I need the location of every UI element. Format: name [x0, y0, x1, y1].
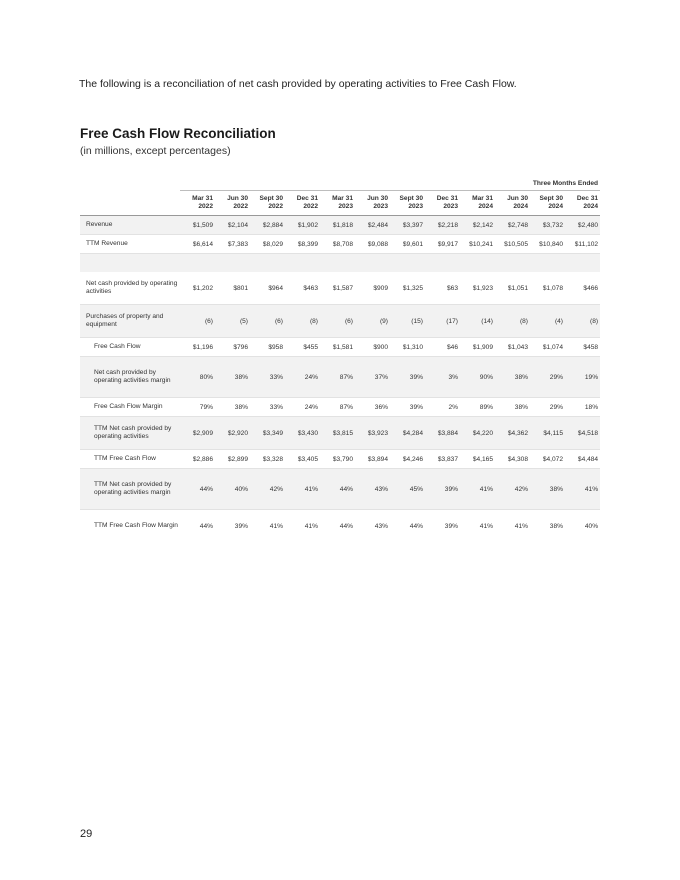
- table-cell: $1,909: [460, 338, 495, 357]
- table-cell: 41%: [479, 522, 493, 530]
- column-header-month: Dec 31: [296, 194, 318, 202]
- table-cell: (4): [530, 305, 565, 338]
- table-cell: [530, 254, 565, 273]
- table-row: [80, 417, 600, 450]
- table-cell: $4,220: [460, 417, 495, 450]
- table-cell: $3,405: [285, 450, 320, 469]
- table-cell: [355, 254, 390, 273]
- table-cell: $6,614: [180, 235, 215, 254]
- table-row: [80, 235, 600, 254]
- table-cell: [180, 254, 215, 273]
- table-cell: [250, 254, 285, 273]
- column-header-year: 2022: [233, 203, 248, 210]
- table-cell: $1,818: [320, 216, 355, 235]
- table-cell: $3,790: [320, 450, 355, 469]
- table-cell: $2,899: [215, 450, 250, 469]
- table-cell: [565, 254, 600, 273]
- table-cell: 40%: [215, 469, 250, 510]
- table-cell: (5): [215, 305, 250, 338]
- table-cell: $1,202: [180, 272, 215, 305]
- table-cell: $8,399: [285, 235, 320, 254]
- table-cell: (9): [355, 305, 390, 338]
- table-cell: 39%: [390, 398, 425, 417]
- column-header-year: 2023: [443, 203, 458, 210]
- column-header: [250, 191, 285, 216]
- table-cell: 41%: [565, 469, 600, 510]
- table-cell: 24%: [285, 357, 320, 398]
- table-cell: 39%: [390, 357, 425, 398]
- table-cell: $4,072: [530, 450, 565, 469]
- table-cell: 45%: [390, 469, 425, 510]
- table-cell: 44%: [199, 522, 213, 530]
- row-label: Revenue: [80, 216, 180, 235]
- column-header-month: Mar 31: [332, 194, 353, 202]
- column-header-year: 2024: [548, 203, 563, 210]
- table-cell: 36%: [355, 398, 390, 417]
- column-header: [425, 191, 460, 216]
- row-label: Net cash provided by operating activities margin: [80, 357, 180, 398]
- table-row: [80, 398, 600, 417]
- table-title: Free Cash Flow Reconciliation: [80, 126, 276, 141]
- column-header: [215, 191, 250, 216]
- table-cell: 41%: [514, 522, 528, 530]
- table-cell: $455: [285, 338, 320, 357]
- row-label: [80, 254, 180, 273]
- table-cell: $2,104: [215, 216, 250, 235]
- table-cell: [425, 254, 460, 273]
- table-cell: $9,601: [390, 235, 425, 254]
- table-cell: 44%: [180, 469, 215, 510]
- table-cell: 39%: [425, 469, 460, 510]
- table-cell: 39%: [234, 522, 248, 530]
- table-cell: $1,902: [285, 216, 320, 235]
- table-cell: $3,397: [390, 216, 425, 235]
- label-header: [80, 191, 180, 216]
- table-cell: 80%: [180, 357, 215, 398]
- table-cell: $2,920: [215, 417, 250, 450]
- table-cell: $458: [565, 338, 600, 357]
- table-row: [80, 357, 600, 398]
- table-cell: $900: [355, 338, 390, 357]
- table-cell: $3,732: [530, 216, 565, 235]
- column-header-year: 2023: [408, 203, 423, 210]
- table-cell: 41%: [269, 522, 283, 530]
- table-cell: $2,142: [460, 216, 495, 235]
- column-header-month: Jun 30: [507, 194, 528, 202]
- table-cell: $4,246: [390, 450, 425, 469]
- column-header-year: 2022: [198, 203, 213, 210]
- table-cell: $10,840: [530, 235, 565, 254]
- table-cell: 41%: [304, 522, 318, 530]
- table-cell: 90%: [460, 357, 495, 398]
- table-cell: $1,078: [530, 272, 565, 305]
- table-cell: (8): [285, 305, 320, 338]
- table-cell: $46: [425, 338, 460, 357]
- table-cell: $11,102: [565, 235, 600, 254]
- table-cell: (6): [250, 305, 285, 338]
- table-cell: 18%: [565, 398, 600, 417]
- table-cell: 89%: [460, 398, 495, 417]
- table-cell: $2,748: [495, 216, 530, 235]
- column-header-year: 2024: [513, 203, 528, 210]
- table-cell: $1,196: [180, 338, 215, 357]
- column-header-month: Mar 31: [192, 194, 213, 202]
- table-cell: 42%: [495, 469, 530, 510]
- table-cell: (6): [320, 305, 355, 338]
- column-header-year: 2022: [303, 203, 318, 210]
- table-cell: 39%: [444, 522, 458, 530]
- table-cell: 40%: [584, 522, 599, 530]
- row-label: TTM Revenue: [80, 235, 180, 254]
- table-cell: 87%: [320, 357, 355, 398]
- row-label: TTM Free Cash Flow: [80, 450, 180, 469]
- table-cell: 44%: [339, 522, 353, 530]
- table-cell: $1,509: [180, 216, 215, 235]
- table-cell: $4,362: [495, 417, 530, 450]
- period-label: Three Months Ended: [180, 176, 600, 191]
- table-cell: $2,218: [425, 216, 460, 235]
- table-cell: $2,909: [180, 417, 215, 450]
- row-label: TTM Free Cash Flow Margin: [94, 521, 178, 529]
- table-cell: $8,708: [320, 235, 355, 254]
- table-cell: $3,815: [320, 417, 355, 450]
- period-spacer: [80, 176, 180, 191]
- page-number: 29: [80, 828, 93, 840]
- row-label: Free Cash Flow Margin: [80, 398, 180, 417]
- table-cell: $964: [250, 272, 285, 305]
- table-cell: $1,043: [495, 338, 530, 357]
- table-cell: $3,430: [285, 417, 320, 450]
- table-cell: $3,884: [425, 417, 460, 450]
- column-header-month: Dec 31: [436, 194, 458, 202]
- table-cell: [495, 254, 530, 273]
- table-cell: $2,484: [355, 216, 390, 235]
- table-cell: $3,837: [425, 450, 460, 469]
- reconciliation-table: [80, 176, 600, 542]
- table-cell: $4,518: [565, 417, 600, 450]
- table-cell: $909: [355, 272, 390, 305]
- table-cell: (14): [460, 305, 495, 338]
- table-cell: $1,325: [390, 272, 425, 305]
- column-header: [530, 191, 565, 216]
- reconciliation-table-container: [80, 176, 600, 542]
- table-cell: 38%: [495, 357, 530, 398]
- table-cell: [320, 254, 355, 273]
- table-cell: $3,923: [355, 417, 390, 450]
- table-row: [80, 450, 600, 469]
- table-cell: $3,328: [250, 450, 285, 469]
- column-header-month: Sept 30: [539, 194, 563, 202]
- table-cell: [285, 254, 320, 273]
- table-cell: $2,886: [180, 450, 215, 469]
- table-cell: 79%: [180, 398, 215, 417]
- row-label: Free Cash Flow: [80, 338, 180, 357]
- table-cell: [460, 254, 495, 273]
- table-cell: $1,923: [460, 272, 495, 305]
- table-cell: $4,308: [495, 450, 530, 469]
- table-cell: 33%: [250, 398, 285, 417]
- table-cell: $7,383: [215, 235, 250, 254]
- table-cell: $1,587: [320, 272, 355, 305]
- table-row: [80, 305, 600, 338]
- intro-text: The following is a reconciliation of net cash provided by operating activities to Free Cash Flow.: [79, 78, 517, 90]
- table-row: [80, 216, 600, 235]
- table-cell: 3%: [425, 357, 460, 398]
- table-cell: 38%: [215, 398, 250, 417]
- table-cell: $3,894: [355, 450, 390, 469]
- table-row: [80, 272, 600, 305]
- table-cell: $4,115: [530, 417, 565, 450]
- table-cell: $1,051: [495, 272, 530, 305]
- table-cell: (8): [495, 305, 530, 338]
- table-cell: $796: [215, 338, 250, 357]
- column-header-month: Jun 30: [367, 194, 388, 202]
- table-cell: 24%: [285, 398, 320, 417]
- column-header-year: 2024: [583, 203, 599, 210]
- column-header-month: Mar 31: [472, 194, 493, 202]
- column-header-year: 2024: [478, 203, 493, 210]
- table-cell: (15): [390, 305, 425, 338]
- table-cell: $463: [285, 272, 320, 305]
- table-cell: $466: [565, 272, 600, 305]
- column-header-year: 2023: [373, 203, 388, 210]
- row-label: TTM Net cash provided by operating activities margin: [80, 469, 180, 510]
- table-subtitle: (in millions, except percentages): [80, 145, 231, 157]
- table-cell: 41%: [460, 469, 495, 510]
- column-header: [565, 191, 600, 216]
- column-header-year: 2022: [268, 203, 283, 210]
- table-cell: $4,284: [390, 417, 425, 450]
- column-header: [495, 191, 530, 216]
- column-header-month: Sept 30: [399, 194, 423, 202]
- table-cell: $8,029: [250, 235, 285, 254]
- table-cell: $4,165: [460, 450, 495, 469]
- table-cell: (8): [565, 305, 600, 338]
- row-label: TTM Net cash provided by operating activities: [80, 417, 180, 450]
- table-row: [80, 254, 600, 273]
- table-cell: 44%: [409, 522, 423, 530]
- table-cell: $9,917: [425, 235, 460, 254]
- table-cell: (6): [180, 305, 215, 338]
- column-header-year: 2023: [338, 203, 353, 210]
- column-header: [355, 191, 390, 216]
- table-cell: 41%: [285, 469, 320, 510]
- table-cell: 43%: [374, 522, 388, 530]
- column-header: [460, 191, 495, 216]
- table-row: [80, 338, 600, 357]
- table-cell: $10,505: [495, 235, 530, 254]
- table-cell: $2,884: [250, 216, 285, 235]
- table-cell: $4,484: [565, 450, 600, 469]
- table-cell: $63: [425, 272, 460, 305]
- table-cell: 38%: [530, 469, 565, 510]
- table-cell: $10,241: [460, 235, 495, 254]
- table-cell: $958: [250, 338, 285, 357]
- table-cell: 87%: [320, 398, 355, 417]
- table-cell: 38%: [549, 522, 563, 530]
- table-cell: $2,480: [565, 216, 600, 235]
- table-cell: 43%: [355, 469, 390, 510]
- table-cell: 2%: [425, 398, 460, 417]
- table-row: [80, 469, 600, 510]
- table-cell: [390, 254, 425, 273]
- column-header-month: Dec 31: [576, 194, 599, 202]
- column-header: [285, 191, 320, 216]
- column-header: [320, 191, 355, 216]
- table-cell: $9,088: [355, 235, 390, 254]
- table-cell: 19%: [565, 357, 600, 398]
- table-cell: 44%: [320, 469, 355, 510]
- table-cell: [215, 254, 250, 273]
- table-cell: 33%: [250, 357, 285, 398]
- table-cell: 29%: [530, 398, 565, 417]
- table-cell: 29%: [530, 357, 565, 398]
- column-header-month: Jun 30: [227, 194, 248, 202]
- table-cell: 38%: [495, 398, 530, 417]
- row-label: Purchases of property and equipment: [80, 305, 180, 338]
- table-cell: 42%: [250, 469, 285, 510]
- table-cell: $1,074: [530, 338, 565, 357]
- table-cell: (17): [425, 305, 460, 338]
- table-cell: $801: [215, 272, 250, 305]
- table-cell: 37%: [355, 357, 390, 398]
- table-cell: 38%: [215, 357, 250, 398]
- column-header-month: Sept 30: [259, 194, 283, 202]
- table-row: [80, 510, 600, 543]
- table-cell: $1,581: [320, 338, 355, 357]
- column-header: [390, 191, 425, 216]
- table-cell: $1,310: [390, 338, 425, 357]
- row-label: Net cash provided by operating activities: [80, 272, 180, 305]
- column-header: [180, 191, 215, 216]
- table-cell: $3,349: [250, 417, 285, 450]
